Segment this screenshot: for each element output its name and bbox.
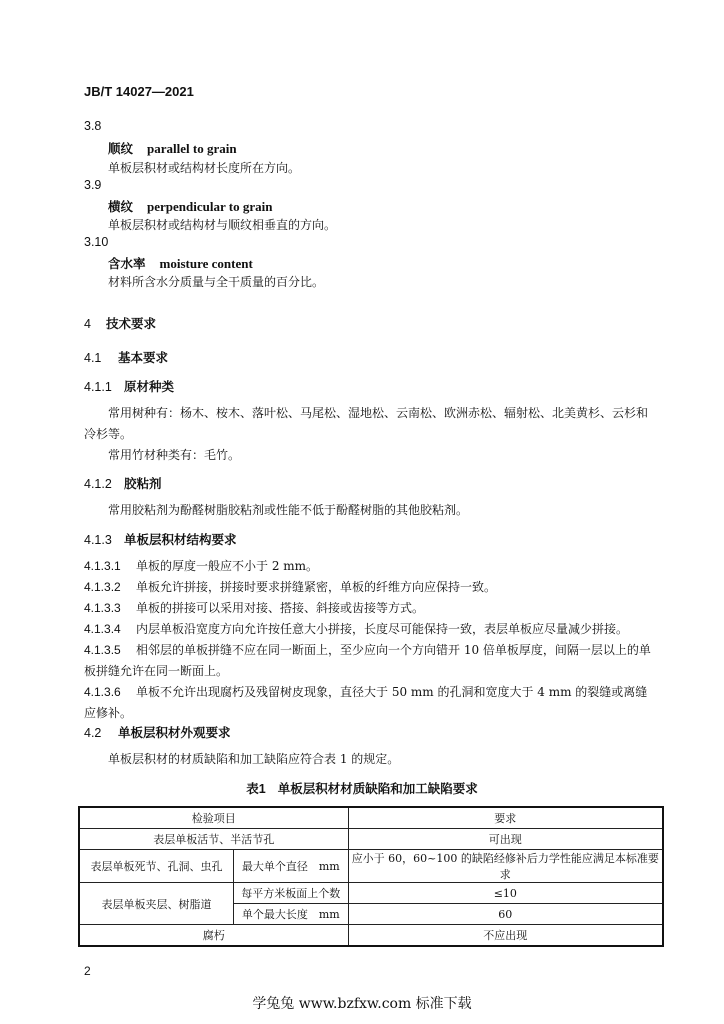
- term-number: 3.8: [84, 119, 102, 133]
- document-header: JB/T 14027—2021: [84, 84, 194, 99]
- table-cell: 60: [348, 904, 663, 925]
- section-heading: 4.1 基本要求: [84, 350, 169, 365]
- section-heading: 4 技术要求: [84, 316, 157, 331]
- page-number: 2: [84, 964, 91, 978]
- paragraph: 常用树种有：杨木、桉木、落叶松、马尾松、湿地松、云南松、欧洲赤松、辐射松、北美黄杉、云杉和冷杉等。: [84, 406, 649, 441]
- table-row: [79, 925, 663, 947]
- table-row: [79, 850, 663, 883]
- term-en: parallel to grain: [147, 141, 237, 156]
- term-zh: 顺纹: [108, 141, 134, 156]
- table-cell: ≤10: [348, 883, 663, 904]
- term-title: [108, 254, 253, 272]
- term-definition: 单板层积材或结构材长度所在方向。: [108, 161, 301, 175]
- paragraph: 常用竹材种类有：毛竹。: [108, 448, 241, 462]
- clause: 4.1.3.4 内层单板沿宽度方向允许按任意大小拼接，长度尽可能保持一致，表层单板应尽量减少拼接。: [84, 622, 629, 636]
- clause: 4.1.3.2 单板允许拼接，拼接时要求拼缝紧密，单板的纤维方向应保持一致。: [84, 580, 497, 594]
- table-cell: 表层单板死节、孔洞、虫孔: [79, 850, 233, 883]
- term-en: moisture content: [159, 256, 253, 271]
- table-cell: 表层单板夹层、树脂道: [79, 883, 233, 925]
- clause: 4.1.3.1 单板的厚度一般应不小于 2 mm。: [84, 559, 319, 573]
- paragraph: 单板层积材的材质缺陷和加工缺陷应符合表 1 的规定。: [108, 752, 400, 766]
- table-row: [79, 883, 663, 904]
- table-row: [79, 829, 663, 850]
- table-cell: 表层单板活节、半活节孔: [79, 829, 348, 850]
- table-cell: 不应出现: [348, 925, 663, 947]
- table-header-cell: 要求: [348, 807, 663, 829]
- defect-table: [78, 806, 664, 947]
- table-row: [79, 807, 663, 829]
- clause: 4.1.3.6 单板不允许出现腐朽及残留树皮现象，直径大于 50 mm 的孔洞和宽度大于 4 mm 的裂缝或离缝应修补。: [84, 685, 648, 720]
- term-title: [108, 197, 272, 215]
- footer-watermark: 学兔兔 www.bzfxw.com 标准下载: [252, 996, 472, 1012]
- section-heading: 4.1.3 单板层积材结构要求: [84, 532, 237, 547]
- table-cell: 腐朽: [79, 925, 348, 947]
- clause: 4.1.3.3 单板的拼接可以采用对接、搭接、斜接或齿接等方式。: [84, 601, 425, 615]
- term-number: 3.10: [84, 235, 109, 249]
- term-zh: 横纹: [108, 199, 134, 214]
- section-heading: 4.1.2 胶粘剂: [84, 476, 162, 491]
- term-en: perpendicular to grain: [147, 199, 273, 214]
- paragraph: 常用胶粘剂为酚醛树脂胶粘剂或性能不低于酚醛树脂的其他胶粘剂。: [108, 503, 469, 517]
- clause: 4.1.3.5 相邻层的单板拼缝不应在同一断面上，至少应向一个方向错开 10 倍单板厚度，间隔一层以上的单板拼缝允许在同一断面上。: [84, 643, 651, 678]
- section-heading: 4.1.1 原材种类: [84, 379, 175, 394]
- table-cell: 可出现: [348, 829, 663, 850]
- table-cell: 应小于 60，60~100 的缺陷经修补后力学性能应满足本标准要求: [348, 850, 663, 883]
- section-heading: 4.2 单板层积材外观要求: [84, 725, 231, 740]
- table-cell: 最大单个直径 mm: [233, 850, 348, 883]
- table-caption: 表1 单板层积材材质缺陷和加工缺陷要求: [246, 781, 478, 796]
- term-definition: 材料所含水分质量与全干质量的百分比。: [108, 275, 325, 289]
- term-definition: 单板层积材或结构材与顺纹相垂直的方向。: [108, 218, 337, 232]
- table-header-cell: 检验项目: [79, 807, 348, 829]
- table-cell: 每平方米板面上个数: [233, 883, 348, 904]
- term-number: 3.9: [84, 178, 102, 192]
- term-title: [108, 139, 237, 157]
- table-cell: 单个最大长度 mm: [233, 904, 348, 925]
- term-zh: 含水率: [108, 256, 146, 271]
